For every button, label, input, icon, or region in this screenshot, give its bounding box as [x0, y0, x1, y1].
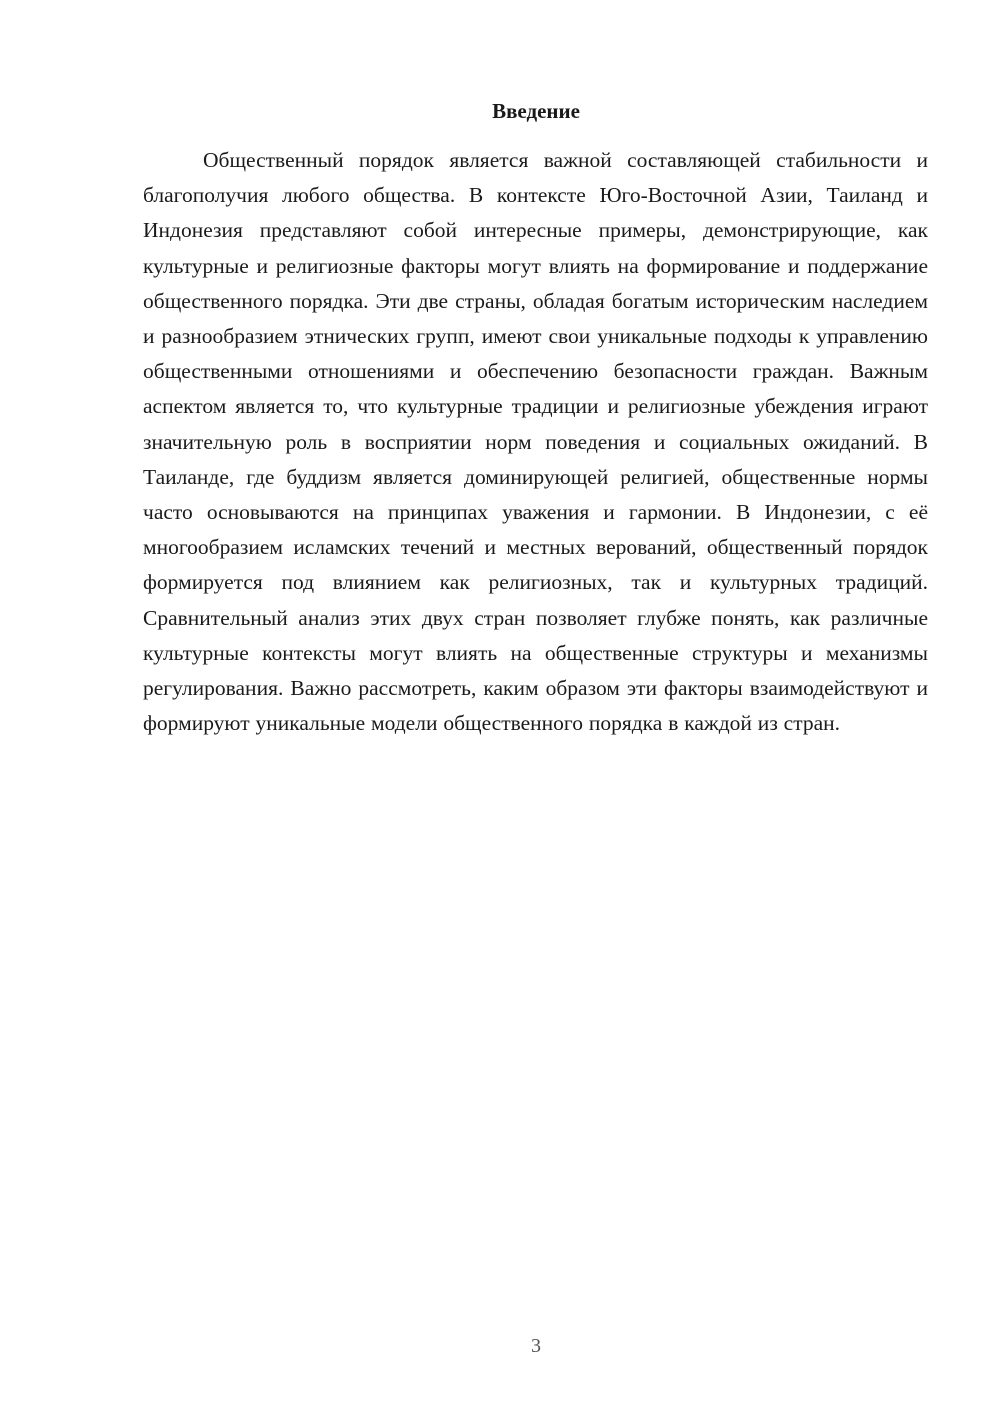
- section-heading: Введение: [492, 99, 580, 123]
- page-number: 3: [531, 1335, 541, 1357]
- body-paragraph: Общественный порядок является важной составляющей стабильности и благополучия любого общества. В контексте Юго-Восточной Азии, Таиланд и Индонезия представляют собой интересные примеры, демонстрирующие, как культурные и религиозные факторы могут влиять на формирование и поддержание общественного порядка. Эти две страны, обладая богатым историческим наследием и разнообразием этнических групп, имеют свои уникальные подходы к управлению общественными отношениями и обеспечению безопасности граждан. Важным аспектом является то, что культурные традиции и религиозные убеждения играют значительную роль в восприятии норм поведения и социальных ожиданий. В Таиланде, где буддизм является доминирующей религией, общественные нормы часто основываются на принципах уважения и гармонии. В Индонезии, с её многообразием исламских течений и местных верований, общественный порядок формируется под влиянием как религиозных, так и культурных традиций. Сравнительный анализ этих двух стран позволяет глубже понять, как различные культурные контексты могут влиять на общественные структуры и механизмы регулирования. Важно рассмотреть, каким образом эти факторы взаимодействуют и формируют уникальные модели общественного порядка в каждой из стран.: [143, 148, 928, 736]
